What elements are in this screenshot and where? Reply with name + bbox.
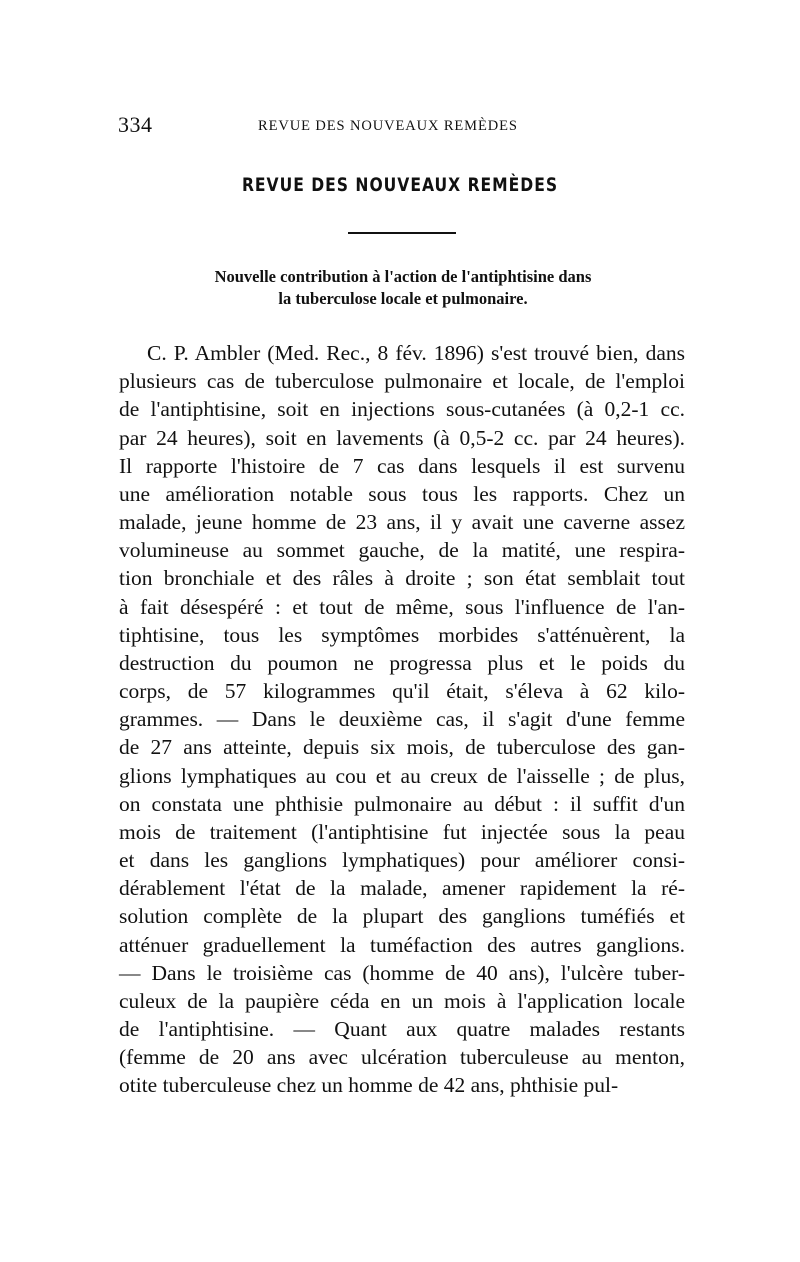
title-rule-divider xyxy=(348,232,456,234)
article-title xyxy=(120,266,686,310)
body-line: C. P. Ambler (Med. Rec., 8 fév. 1896) s'est trouvé bien, dans xyxy=(147,341,685,365)
body-line: corps, de 57 kilogrammes qu'il était, s'éleva à 62 kilo- xyxy=(119,679,685,704)
body-line: mois de traitement (l'antiphtisine fut injectée sous la peau xyxy=(119,819,685,844)
running-head xyxy=(118,112,684,142)
body-line: Il rapporte l'histoire de 7 cas dans lesquels il est survenu xyxy=(119,453,685,478)
article-title-line: Nouvelle contribution à l'action de l'antiphtisine dans xyxy=(214,267,592,286)
body-line: et dans les ganglions lymphatiques) pour améliorer consi- xyxy=(119,848,685,873)
body-line: destruction du poumon ne progressa plus et le poids du xyxy=(119,650,685,675)
body-line: une amélioration notable sous tous les rapports. Chez un xyxy=(119,481,685,506)
body-line: (femme de 20 ans avec ulcération tuberculeuse au menton, xyxy=(119,1045,685,1070)
article-title-line: la tuberculose locale et pulmonaire. xyxy=(278,289,528,308)
section-title: REVUE DES NOUVEAUX REMÈDES xyxy=(241,174,559,196)
body-line: on constata une phthisie pulmonaire au début : il suffit d'un xyxy=(119,791,685,816)
article-body xyxy=(119,339,685,1100)
body-line: atténuer graduellement la tuméfaction des autres ganglions. xyxy=(119,932,685,957)
body-line: culeux de la paupière céda en un mois à l'application locale xyxy=(119,988,685,1013)
body-line: grammes. — Dans le deuxième cas, il s'agit d'une femme xyxy=(119,707,685,732)
body-line: de 27 ans atteinte, depuis six mois, de tuberculose des gan- xyxy=(119,735,685,760)
body-line: tiphtisine, tous les symptômes morbides s'atténuèrent, la xyxy=(119,622,685,647)
body-line: de l'antiphtisine. — Quant aux quatre malades restants xyxy=(119,1017,685,1042)
body-line: solution complète de la plupart des ganglions tuméfiés et xyxy=(119,904,685,929)
body-line: de l'antiphtisine, soit en injections sous-cutanées (à 0,2-1 cc. xyxy=(119,397,685,422)
page-number: 334 xyxy=(118,112,153,137)
body-line: par 24 heures), soit en lavements (à 0,5-2 cc. par 24 heures). xyxy=(119,425,685,450)
body-line: dérablement l'état de la malade, amener rapidement la ré- xyxy=(119,876,685,901)
running-title: REVUE DES NOUVEAUX REMÈDES xyxy=(258,118,518,134)
body-line: à fait désespéré : et tout de même, sous l'influence de l'an- xyxy=(119,594,685,619)
body-line: glions lymphatiques au cou et au creux de l'aisselle ; de plus, xyxy=(119,763,685,788)
body-line: volumineuse au sommet gauche, de la matité, une respira- xyxy=(119,538,685,563)
body-line: — Dans le troisième cas (homme de 40 ans), l'ulcère tuber- xyxy=(119,960,685,985)
body-line: tion bronchiale et des râles à droite ; son état semblait tout xyxy=(119,566,685,591)
body-line: otite tuberculeuse chez un homme de 42 ans, phthisie pul- xyxy=(119,1073,619,1098)
body-line: malade, jeune homme de 23 ans, il y avait une caverne assez xyxy=(119,510,685,535)
body-line: plusieurs cas de tuberculose pulmonaire et locale, de l'emploi xyxy=(119,369,685,394)
